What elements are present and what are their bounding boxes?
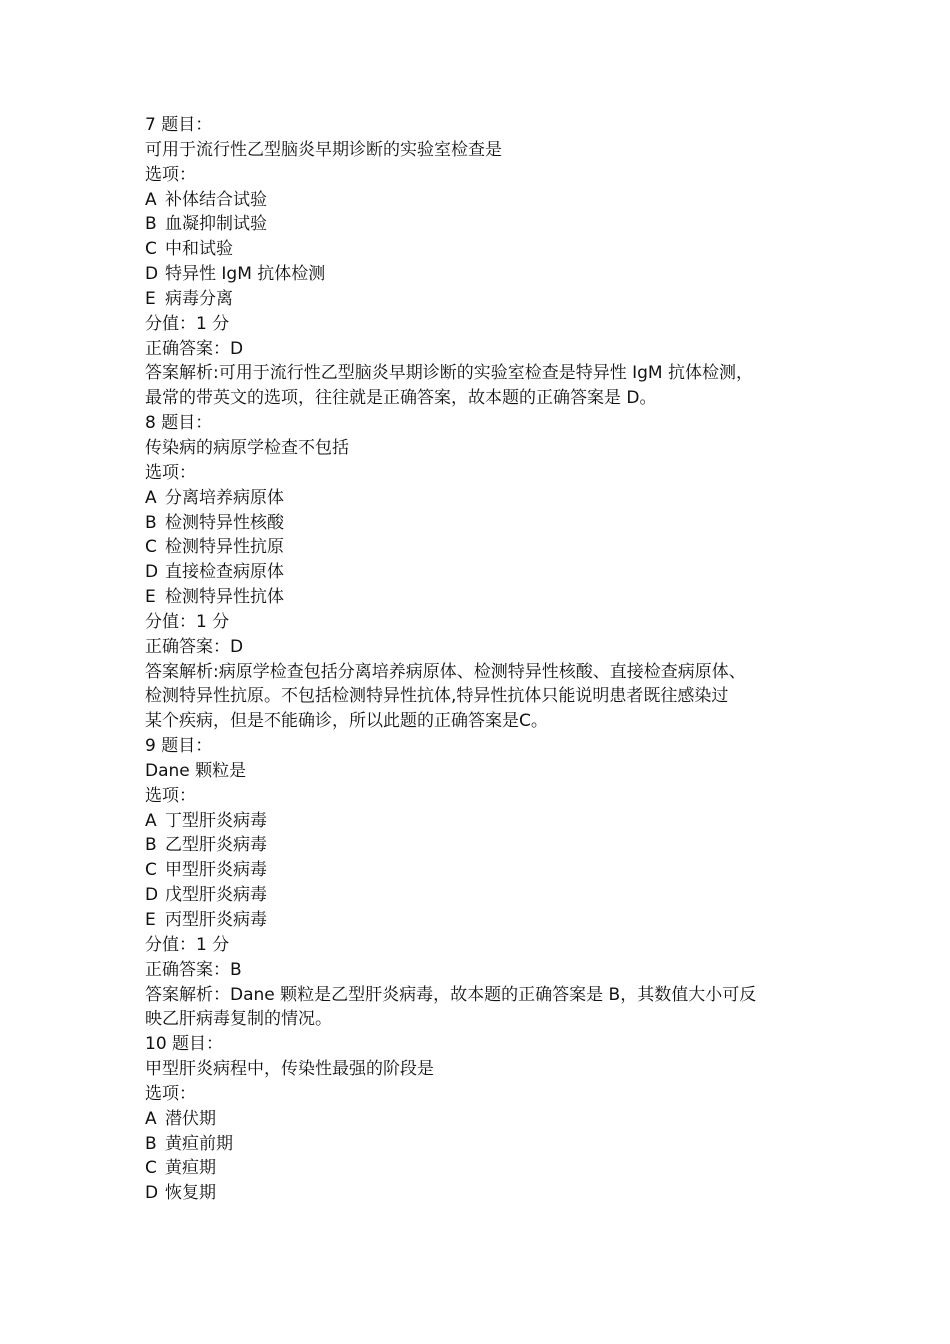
analysis-line: 答案解析:病原学检查包括分离培养病原体、检测特异性核酸、直接检查病原体、 — [145, 661, 746, 682]
option-letter: E — [145, 587, 156, 608]
option-letter: C — [145, 239, 157, 260]
analysis-line: 答案解析：Dane 颗粒是乙型肝炎病毒，故本题的正确答案是 B，其数值大小可反 — [145, 984, 757, 1005]
option-text: 黄疸前期 — [165, 1133, 233, 1154]
option-e — [145, 908, 825, 933]
option-letter: A — [145, 189, 157, 210]
option-b — [145, 212, 825, 237]
option-c — [145, 535, 825, 560]
option-b — [145, 511, 825, 536]
option-letter: A — [145, 487, 157, 508]
option-a — [145, 188, 825, 213]
correct-answer: 正确答案：D — [145, 338, 244, 359]
correct-answer: 正确答案：B — [145, 959, 242, 980]
option-e — [145, 287, 825, 312]
analysis-line: 检测特异性抗原。不包括检测特异性抗体,特异性抗体只能说明患者既往感染过 — [145, 686, 729, 707]
question-9 — [145, 734, 825, 1032]
option-d — [145, 883, 825, 908]
option-text: 戊型肝炎病毒 — [165, 885, 267, 906]
correct-answer: 正确答案：D — [145, 636, 244, 657]
question-10 — [145, 1032, 825, 1206]
option-letter: B — [145, 1133, 157, 1154]
options-label: 选项： — [145, 785, 196, 806]
option-text: 甲型肝炎病毒 — [165, 860, 267, 881]
option-letter: A — [145, 810, 157, 831]
option-text: 补体结合试验 — [165, 189, 267, 210]
question-stem: 传染病的病原学检查不包括 — [145, 437, 349, 458]
option-e — [145, 585, 825, 610]
option-text: 潜伏期 — [165, 1108, 216, 1129]
option-letter: B — [145, 835, 157, 856]
option-c — [145, 1156, 825, 1181]
option-letter: E — [145, 288, 156, 309]
question-header: 8 题目： — [145, 413, 213, 434]
option-letter: B — [145, 512, 157, 533]
option-letter: E — [145, 910, 156, 930]
option-text: 检测特异性抗体 — [165, 587, 284, 608]
option-letter: D — [145, 562, 159, 583]
option-letter: C — [145, 1158, 157, 1179]
option-letter: C — [145, 860, 157, 881]
option-b — [145, 1132, 825, 1157]
analysis-line: 映乙肝病毒复制的情况。 — [145, 1009, 332, 1030]
options-label: 选项： — [145, 1083, 196, 1104]
document-page — [145, 113, 825, 1206]
score: 分值：1 分 — [145, 611, 230, 632]
option-letter: D — [145, 264, 159, 285]
analysis-line: 某个疾病，但是不能确诊，所以此题的正确答案是C。 — [145, 711, 548, 732]
option-text: 恢复期 — [165, 1183, 216, 1204]
analysis-line: 答案解析:可用于流行性乙型脑炎早期诊断的实验室检查是特异性 IgM 抗体检测， — [145, 363, 754, 384]
option-text: 中和试验 — [165, 239, 233, 260]
option-letter: D — [145, 1183, 159, 1204]
option-a — [145, 486, 825, 511]
question-header: 7 题目： — [145, 115, 213, 135]
option-c — [145, 237, 825, 262]
option-a — [145, 809, 825, 834]
question-7 — [145, 113, 825, 411]
option-text: 黄疸期 — [165, 1158, 216, 1179]
option-text: 病毒分离 — [165, 288, 233, 309]
option-d — [145, 262, 825, 287]
option-text: 丁型肝炎病毒 — [165, 810, 267, 831]
question-header: 9 题目： — [145, 736, 213, 757]
option-text: 血凝抑制试验 — [165, 214, 267, 235]
score: 分值：1 分 — [145, 313, 230, 334]
option-text: 特异性 IgM 抗体检测 — [165, 264, 326, 285]
question-8 — [145, 411, 825, 734]
option-c — [145, 858, 825, 883]
score: 分值：1 分 — [145, 934, 230, 955]
option-b — [145, 833, 825, 858]
option-letter: D — [145, 885, 159, 906]
option-text: 检测特异性核酸 — [165, 512, 284, 533]
option-d — [145, 560, 825, 585]
option-a — [145, 1107, 825, 1132]
question-header: 10 题目： — [145, 1034, 224, 1055]
option-d — [145, 1181, 825, 1206]
option-text: 乙型肝炎病毒 — [165, 835, 267, 856]
option-text: 分离培养病原体 — [165, 487, 284, 508]
question-stem: 甲型肝炎病程中，传染性最强的阶段是 — [145, 1059, 434, 1080]
options-label: 选项： — [145, 164, 196, 185]
options-label: 选项： — [145, 462, 196, 483]
option-text: 检测特异性抗原 — [165, 537, 284, 558]
question-stem: Dane 颗粒是 — [145, 760, 247, 781]
option-letter: B — [145, 214, 157, 235]
option-letter: A — [145, 1108, 157, 1129]
option-text: 丙型肝炎病毒 — [165, 910, 267, 930]
option-text: 直接检查病原体 — [165, 562, 284, 583]
option-letter: C — [145, 537, 157, 558]
analysis-line: 最常的带英文的选项，往往就是正确答案，故本题的正确答案是 D。 — [145, 388, 657, 409]
question-stem: 可用于流行性乙型脑炎早期诊断的实验室检查是 — [145, 139, 502, 160]
